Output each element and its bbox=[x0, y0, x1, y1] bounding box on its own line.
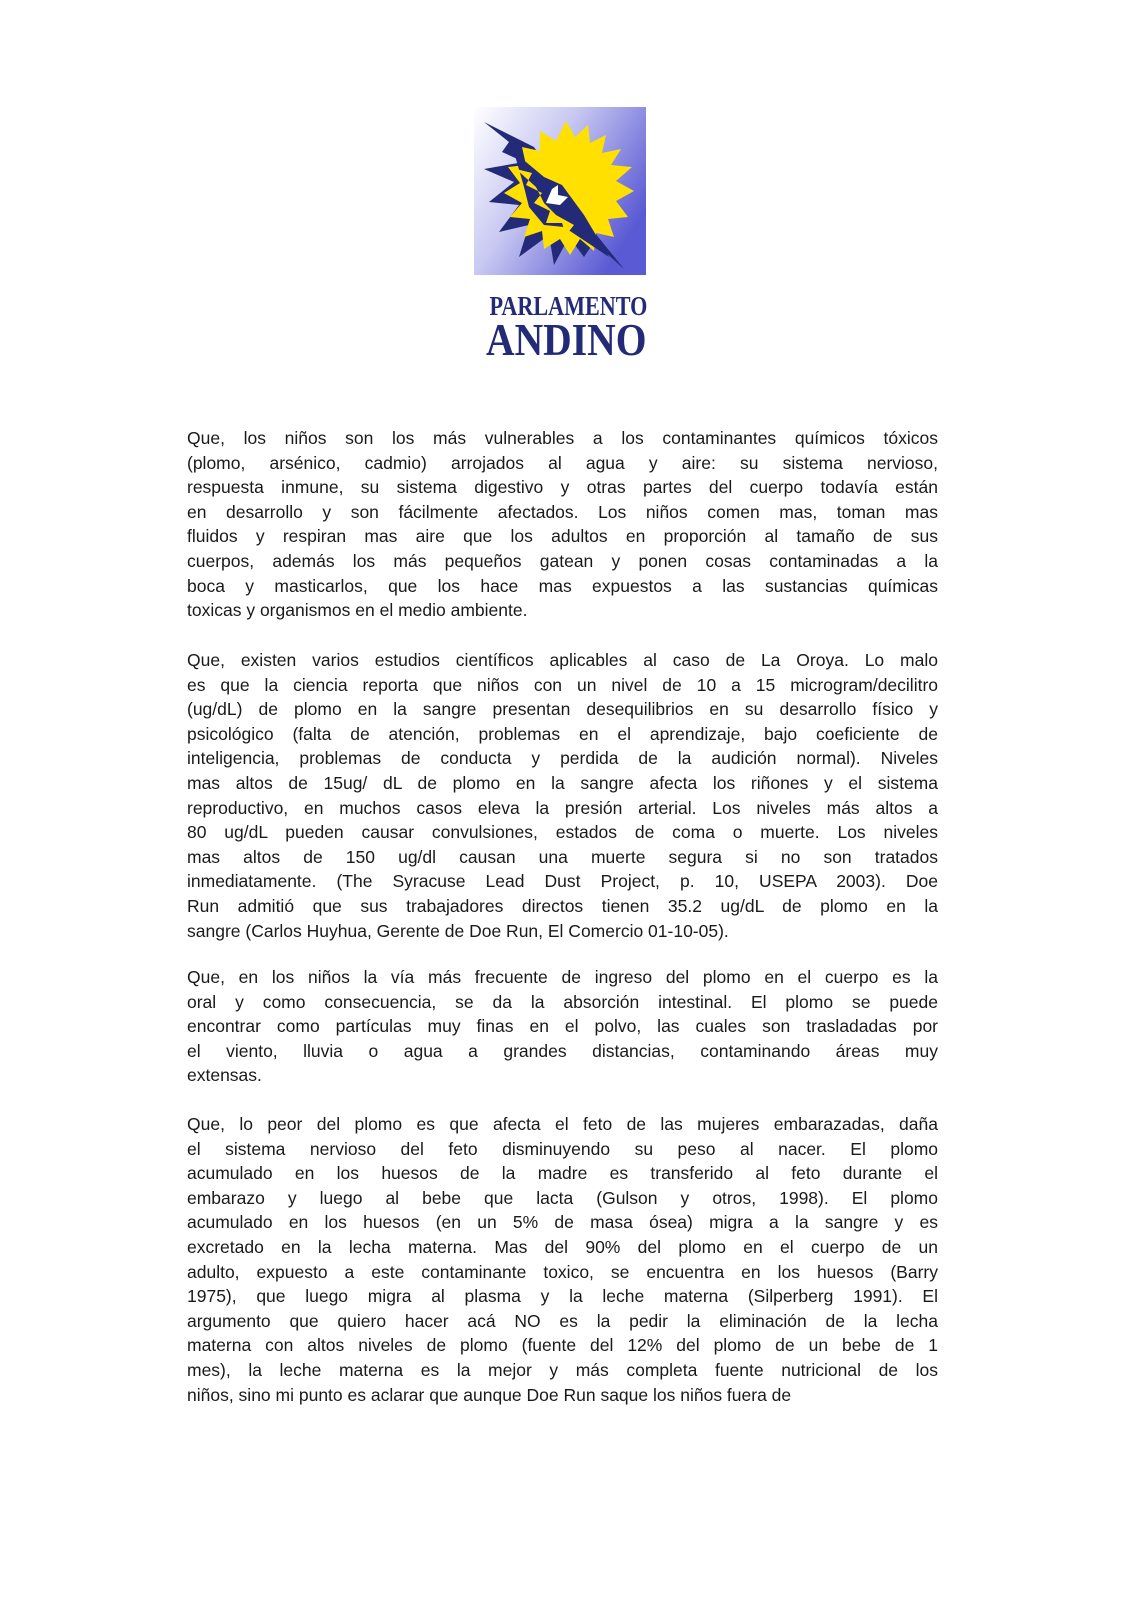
text-line: respuesta inmune, su sistema digestivo y otras partes del cuerpo todavía están bbox=[187, 477, 938, 498]
text-line: fluidos y respiran mas aire que los adultos en proporción al tamaño de sus bbox=[187, 526, 938, 547]
text-line: inmediatamente. (The Syracuse Lead Dust Project, p. 10, USEPA 2003). Doe bbox=[187, 871, 938, 892]
text-line: Que, existen varios estudios científicos aplicables al caso de La Oroya. Lo malo bbox=[187, 650, 938, 670]
text-line: excretado en la lecha materna. Mas del 90% del plomo en el cuerpo de un bbox=[187, 1236, 938, 1257]
text-line: oral y como consecuencia, se da la absorción intestinal. El plomo se puede bbox=[187, 991, 938, 1012]
text-line: mes), la leche materna es la mejor y más completa fuente nutricional de los bbox=[187, 1359, 938, 1380]
logo-text-andino: ANDINO bbox=[486, 314, 647, 365]
text-line: psicológico (falta de atención, problemas en el aprendizaje, bajo coeficiente de bbox=[187, 723, 938, 744]
text-line: Run admitió que sus trabajadores directos tienen 35.2 ug/dL de plomo en la bbox=[187, 895, 938, 916]
text-line: embarazo y luego al bebe que lacta (Gulson y otros, 1998). El plomo bbox=[187, 1187, 938, 1208]
text-line: es que la ciencia reporta que niños con un nivel de 10 a 15 microgram/decilitro bbox=[187, 674, 938, 695]
text-line: el viento, lluvia o agua a grandes distancias, contaminando áreas muy bbox=[187, 1040, 938, 1061]
text-line: adulto, expuesto a este contaminante toxico, se encuentra en los huesos (Barry bbox=[187, 1261, 938, 1282]
paragraph bbox=[187, 426, 938, 623]
paragraph bbox=[187, 1112, 938, 1407]
text-line: mas altos de 15ug/ dL de plomo en la sangre afecta los riñones y el sistema bbox=[187, 772, 938, 793]
text-line: mas altos de 150 ug/dl causan una muerte segura si no son tratados bbox=[187, 846, 938, 867]
text-line: sangre (Carlos Huyhua, Gerente de Doe Run, El Comercio 01-10-05). bbox=[187, 920, 729, 941]
text-line: niños, sino mi punto es aclarar que aunque Doe Run saque los niños fuera de bbox=[187, 1384, 792, 1405]
text-line: acumulado en los huesos de la madre es transferido al feto durante el bbox=[187, 1163, 938, 1184]
text-line: materna con altos niveles de plomo (fuente del 12% del plomo de un bebe de 1 bbox=[187, 1335, 938, 1356]
text-line: reproductivo, en muchos casos eleva la presión arterial. Los niveles más altos a bbox=[187, 797, 938, 818]
text-line: (plomo, arsénico, cadmio) arrojados al agua y aire: su sistema nervioso, bbox=[187, 452, 938, 473]
text-line: toxicas y organismos en el medio ambiente. bbox=[187, 600, 528, 621]
text-line: boca y masticarlos, que los hace mas expuestos a las sustancias químicas bbox=[187, 575, 938, 596]
paragraph bbox=[187, 648, 938, 943]
parlamento-andino-logo bbox=[474, 107, 648, 365]
sun-emblem-icon bbox=[474, 107, 646, 275]
text-line: 1975), que luego migra al plasma y la leche materna (Silperberg 1991). El bbox=[187, 1286, 938, 1307]
logo-text-parlamento: PARLAMENTO bbox=[489, 291, 648, 321]
text-line: acumulado en los huesos (en un 5% de masa ósea) migra a la sangre y es bbox=[187, 1212, 938, 1233]
text-line: cuerpos, además los más pequeños gatean y ponen cosas contaminadas a la bbox=[187, 550, 938, 571]
text-line: (ug/dL) de plomo en la sangre presentan desequilibrios en su desarrollo físico y bbox=[187, 699, 938, 720]
text-line: Que, en los niños la vía más frecuente de ingreso del plomo en el cuerpo es la bbox=[187, 967, 938, 987]
text-line: encontrar como partículas muy finas en el polvo, las cuales son trasladadas por bbox=[187, 1016, 938, 1037]
text-line: el sistema nervioso del feto disminuyendo su peso al nacer. El plomo bbox=[187, 1138, 938, 1159]
text-line: inteligencia, problemas de conducta y perdida de la audición normal). Niveles bbox=[187, 748, 938, 769]
paragraph bbox=[187, 965, 938, 1088]
text-line: Que, lo peor del plomo es que afecta el feto de las mujeres embarazadas, daña bbox=[187, 1114, 938, 1134]
text-line: Que, los niños son los más vulnerables a los contaminantes químicos tóxicos bbox=[187, 428, 938, 448]
text-line: argumento que quiero hacer acá NO es la pedir la eliminación de la lecha bbox=[187, 1310, 938, 1331]
text-line: 80 ug/dL pueden causar convulsiones, estados de coma o muerte. Los niveles bbox=[187, 822, 938, 843]
text-line: en desarrollo y son fácilmente afectados. Los niños comen mas, toman mas bbox=[187, 501, 938, 522]
text-line: extensas. bbox=[187, 1065, 262, 1086]
